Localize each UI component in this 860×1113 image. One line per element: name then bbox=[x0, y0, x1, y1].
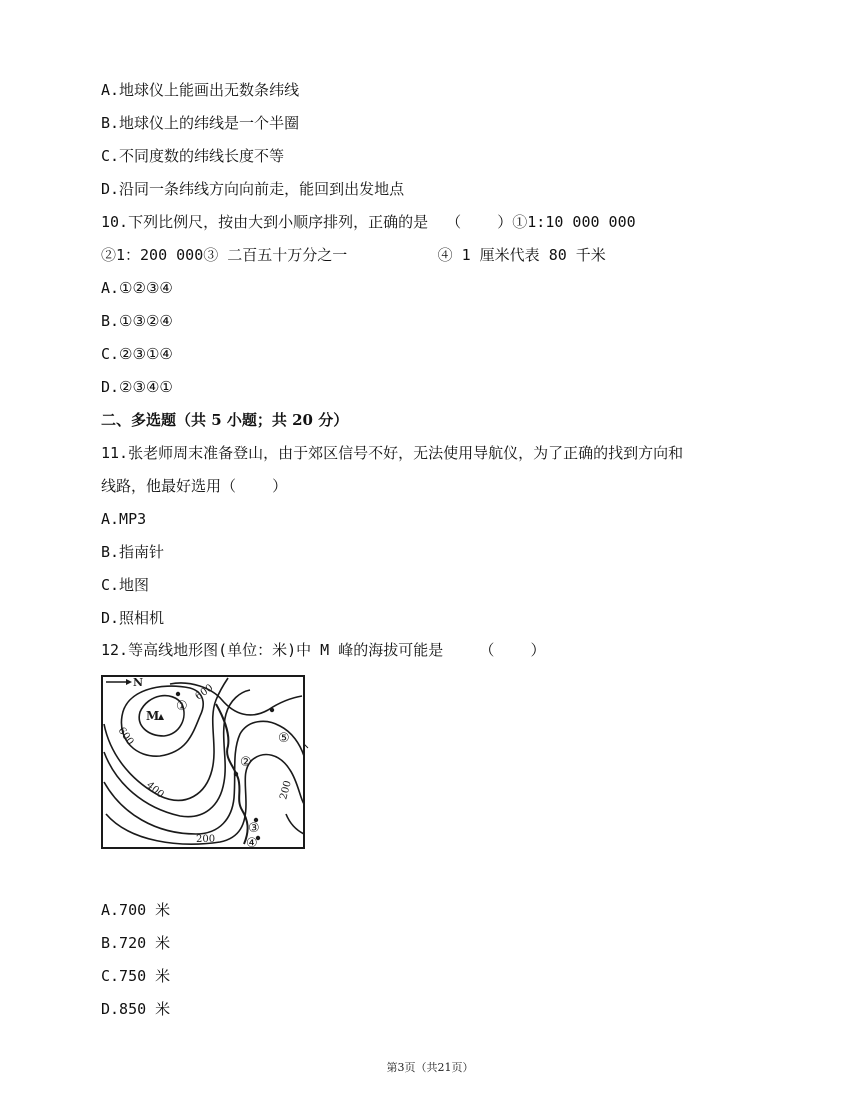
marker-1: ① bbox=[176, 699, 188, 714]
marker-5: ⑤ bbox=[278, 731, 290, 746]
contour-label: 200 bbox=[196, 834, 216, 845]
marker-3: ③ bbox=[248, 821, 260, 836]
q10-option-a: A.①②③④ bbox=[101, 279, 173, 297]
page-footer: 第3页（共21页） bbox=[386, 1061, 474, 1074]
q10-option-b: B.①③②④ bbox=[101, 312, 173, 330]
q12-option-a: A.700 米 bbox=[101, 901, 171, 919]
q11-stem-continued: 线路，他最好选用（ ） bbox=[101, 477, 288, 495]
section-heading: 二、多选题（共 5 小题；共 20 分） bbox=[101, 411, 349, 429]
contour-label: 600 bbox=[193, 682, 216, 703]
contour-label: 400 bbox=[144, 779, 166, 801]
q12-option-c: C.750 米 bbox=[101, 967, 171, 985]
q12-option-b: B.720 米 bbox=[101, 934, 171, 952]
q11-option-c: C.地图 bbox=[101, 576, 150, 594]
marker-4: ④ bbox=[246, 836, 258, 851]
q11-option-b: B.指南针 bbox=[101, 543, 165, 561]
q11-option-a: A.MP3 bbox=[101, 510, 147, 528]
q10-option-c: C.②③①④ bbox=[101, 345, 173, 363]
q10-stem-continued: ②1：200 000③ 二百五十万分之一 ④ 1 厘米代表 80 千米 bbox=[101, 246, 606, 264]
q12-option-d: D.850 米 bbox=[101, 1000, 171, 1018]
contour-label: 600 bbox=[115, 725, 136, 748]
q10-stem: 10.下列比例尺，按由大到小顺序排列，正确的是 （ ）①1:10 000 000 bbox=[101, 213, 636, 231]
q10-option-d: D.②③④① bbox=[101, 378, 173, 396]
north-label: N bbox=[133, 676, 144, 689]
peak-label: M bbox=[146, 709, 160, 723]
contour-map bbox=[100, 674, 310, 852]
q9-option-b: B.地球仪上的纬线是一个半圈 bbox=[101, 114, 300, 132]
q11-stem: 11.张老师周末准备登山，由于郊区信号不好，无法使用导航仪，为了正确的找到方向和 bbox=[101, 444, 684, 462]
q11-option-d: D.照相机 bbox=[101, 609, 165, 627]
marker-2: ② bbox=[240, 755, 252, 770]
q9-option-a: A.地球仪上能画出无数条纬线 bbox=[101, 81, 300, 99]
q9-option-c: C.不同度数的纬线长度不等 bbox=[101, 147, 285, 165]
q12-stem: 12.等高线地形图(单位：米)中 M 峰的海拔可能是 （ ） bbox=[101, 641, 546, 659]
q9-option-d: D.沿同一条纬线方向向前走，能回到出发地点 bbox=[101, 180, 405, 198]
north-arrow bbox=[106, 676, 143, 689]
contour-label: 200 bbox=[278, 779, 294, 801]
